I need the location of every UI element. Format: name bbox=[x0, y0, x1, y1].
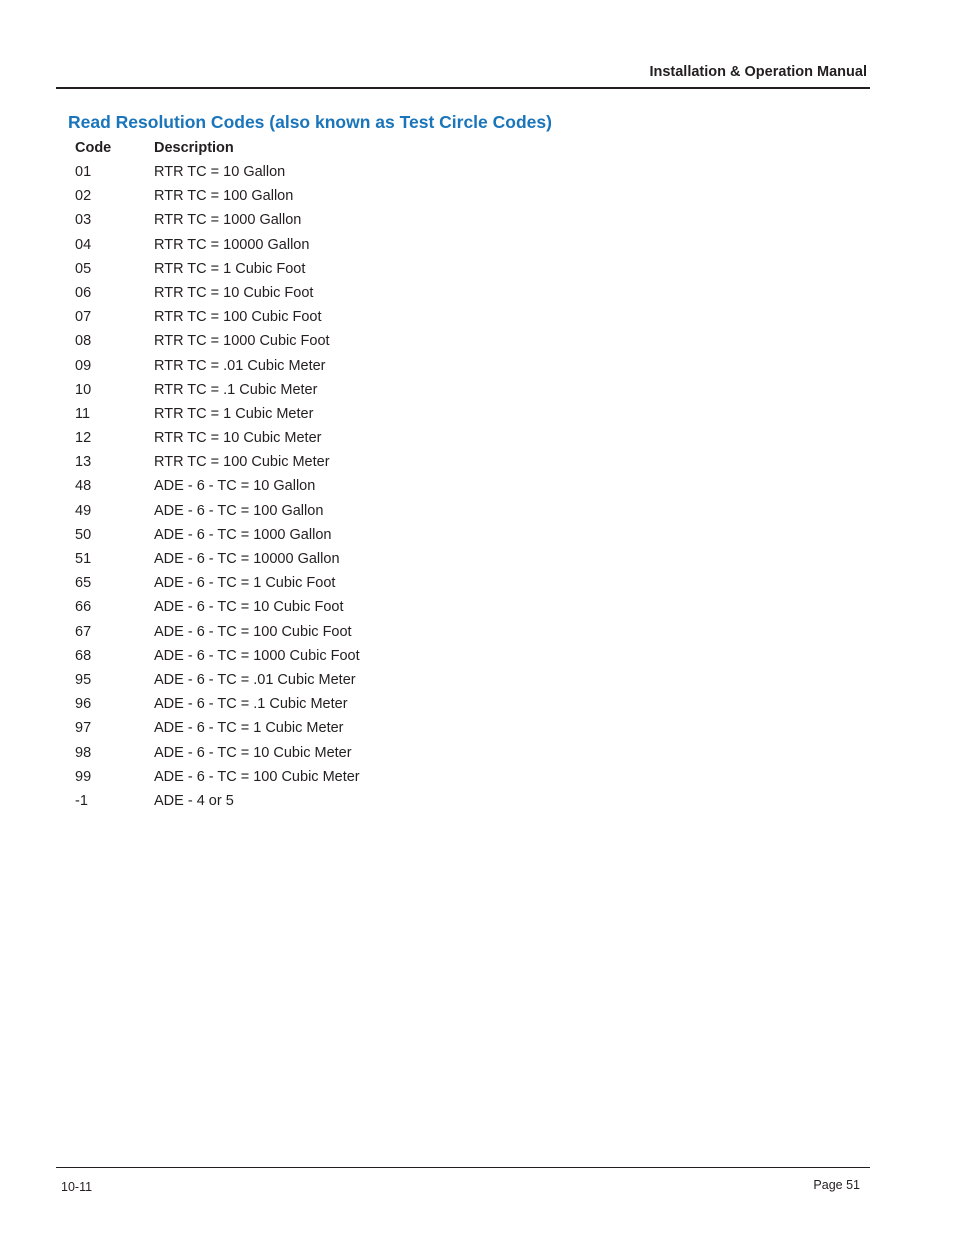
column-header-description: Description bbox=[154, 140, 234, 156]
description-cell: RTR TC = .01 Cubic Meter bbox=[154, 357, 326, 374]
code-cell: 95 bbox=[75, 671, 92, 688]
description-cell: RTR TC = 1 Cubic Meter bbox=[154, 405, 314, 422]
table-row bbox=[75, 406, 475, 430]
table-row bbox=[75, 430, 475, 454]
table-row bbox=[75, 769, 475, 793]
code-cell: 04 bbox=[75, 236, 92, 253]
description-cell: RTR TC = 100 Cubic Foot bbox=[154, 309, 322, 326]
code-cell: 99 bbox=[75, 768, 92, 785]
code-cell: 49 bbox=[75, 502, 92, 519]
table-row bbox=[75, 503, 475, 527]
table-row bbox=[75, 478, 475, 502]
table-row bbox=[75, 164, 475, 188]
code-table bbox=[75, 164, 475, 817]
code-cell: 07 bbox=[75, 309, 92, 326]
code-cell: 48 bbox=[75, 478, 92, 495]
table-row bbox=[75, 309, 475, 333]
code-cell: 98 bbox=[75, 744, 92, 761]
code-cell: 97 bbox=[75, 720, 92, 737]
code-cell: 08 bbox=[75, 333, 92, 350]
description-cell: ADE - 6 - TC = 10 Cubic Foot bbox=[154, 599, 344, 616]
code-cell: 65 bbox=[75, 575, 92, 592]
table-row bbox=[75, 696, 475, 720]
code-cell: -1 bbox=[75, 792, 88, 809]
header-divider bbox=[56, 87, 870, 89]
code-cell: 01 bbox=[75, 164, 92, 180]
code-cell: 13 bbox=[75, 454, 92, 471]
description-cell: RTR TC = 10000 Gallon bbox=[154, 236, 310, 253]
description-cell: ADE - 6 - TC = 10 Gallon bbox=[154, 478, 316, 495]
description-cell: RTR TC = 1 Cubic Foot bbox=[154, 260, 306, 277]
description-cell: ADE - 6 - TC = 100 Gallon bbox=[154, 502, 324, 519]
description-cell: RTR TC = 10 Cubic Foot bbox=[154, 284, 314, 301]
description-cell: RTR TC = 100 Gallon bbox=[154, 188, 294, 205]
table-row bbox=[75, 454, 475, 478]
description-cell: ADE - 6 - TC = 100 Cubic Meter bbox=[154, 768, 360, 785]
manual-title: Installation & Operation Manual bbox=[649, 64, 867, 80]
table-row bbox=[75, 624, 475, 648]
table-row bbox=[75, 261, 475, 285]
table-row bbox=[75, 237, 475, 261]
code-cell: 09 bbox=[75, 357, 92, 374]
description-cell: RTR TC = 1000 Cubic Foot bbox=[154, 333, 330, 350]
table-row bbox=[75, 599, 475, 623]
table-row bbox=[75, 285, 475, 309]
description-cell: ADE - 6 - TC = .1 Cubic Meter bbox=[154, 696, 348, 713]
code-cell: 66 bbox=[75, 599, 92, 616]
code-cell: 50 bbox=[75, 526, 92, 543]
description-cell: RTR TC = 1000 Gallon bbox=[154, 212, 302, 229]
code-cell: 67 bbox=[75, 623, 92, 640]
table-row bbox=[75, 575, 475, 599]
table-row bbox=[75, 551, 475, 575]
table-row bbox=[75, 672, 475, 696]
table-row bbox=[75, 333, 475, 357]
description-cell: ADE - 6 - TC = .01 Cubic Meter bbox=[154, 671, 356, 688]
code-cell: 02 bbox=[75, 188, 92, 205]
code-cell: 96 bbox=[75, 696, 92, 713]
code-cell: 11 bbox=[75, 405, 91, 422]
description-cell: RTR TC = 10 Gallon bbox=[154, 164, 286, 180]
code-cell: 51 bbox=[75, 551, 92, 567]
table-row bbox=[75, 720, 475, 744]
code-cell: 10 bbox=[75, 381, 92, 398]
description-cell: ADE - 6 - TC = 1 Cubic Foot bbox=[154, 575, 336, 592]
description-cell: ADE - 6 - TC = 1000 Cubic Foot bbox=[154, 647, 360, 664]
section-heading: Read Resolution Codes (also known as Test Circle Codes) bbox=[68, 112, 552, 132]
description-cell: ADE - 6 - TC = 100 Cubic Foot bbox=[154, 623, 352, 640]
table-row bbox=[75, 527, 475, 551]
column-header-code: Code bbox=[75, 140, 112, 156]
description-cell: ADE - 6 - TC = 10 Cubic Meter bbox=[154, 744, 352, 761]
table-row bbox=[75, 188, 475, 212]
description-cell: RTR TC = 10 Cubic Meter bbox=[154, 430, 322, 447]
description-cell: ADE - 6 - TC = 1 Cubic Meter bbox=[154, 720, 344, 737]
description-cell: ADE - 4 or 5 bbox=[154, 792, 234, 809]
code-cell: 03 bbox=[75, 212, 92, 229]
table-row bbox=[75, 382, 475, 406]
table-row bbox=[75, 212, 475, 236]
code-cell: 68 bbox=[75, 647, 92, 664]
code-cell: 05 bbox=[75, 260, 92, 277]
code-cell: 06 bbox=[75, 284, 92, 301]
description-cell: ADE - 6 - TC = 10000 Gallon bbox=[154, 551, 340, 567]
description-cell: RTR TC = 100 Cubic Meter bbox=[154, 454, 330, 471]
revision-date: 10-11 bbox=[61, 1180, 93, 1194]
footer-divider bbox=[56, 1167, 870, 1168]
description-cell: RTR TC = .1 Cubic Meter bbox=[154, 381, 318, 398]
table-row bbox=[75, 793, 475, 817]
table-row bbox=[75, 358, 475, 382]
table-row bbox=[75, 745, 475, 769]
page-number: Page 51 bbox=[813, 1178, 860, 1192]
table-row bbox=[75, 648, 475, 672]
description-cell: ADE - 6 - TC = 1000 Gallon bbox=[154, 526, 332, 543]
code-cell: 12 bbox=[75, 430, 92, 447]
